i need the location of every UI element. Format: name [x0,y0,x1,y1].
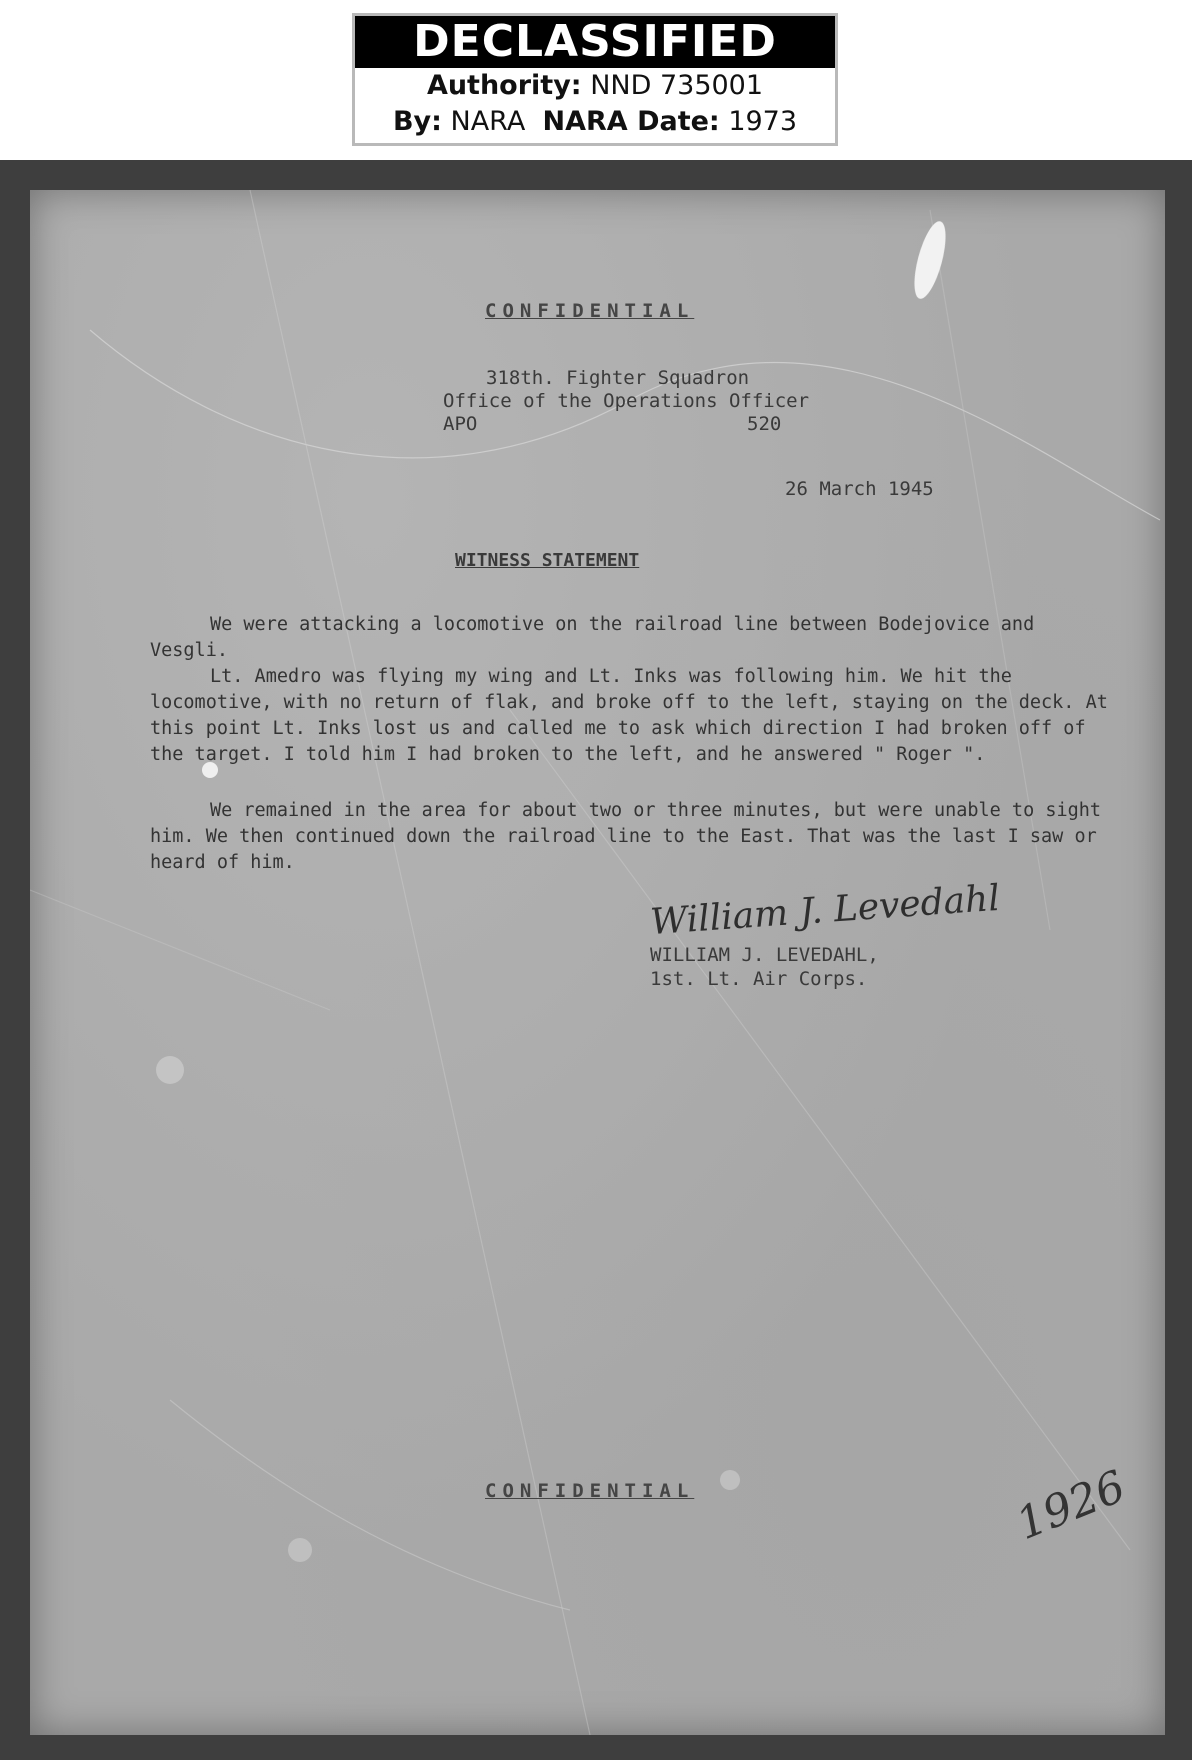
stamp-by-line [355,104,835,140]
classification-top: CONFIDENTIAL [485,300,695,322]
scan-scratches [30,190,1165,1735]
apo-label: APO [443,413,478,435]
declassified-stamp [352,13,838,146]
handwritten-signature: William J. Levedahl [648,877,1002,944]
stamp-authority-label: Authority: [426,70,582,101]
stamp-authority-line [355,68,835,104]
stamp-date-value: 1973 [728,106,798,137]
stamp-by-value: NARA [450,106,526,137]
document-date: 26 March 1945 [785,478,934,500]
signature-rank: 1st. Lt. Air Corps. [650,968,868,990]
statement-paragraph-1: We were attacking a locomotive on the railroad line between Bodejovice and Vesgli. [150,614,1035,661]
handwritten-page-number: 1926 [1009,1460,1133,1551]
apo-number: 520 [747,413,782,435]
document-heading: WITNESS STATEMENT [455,550,640,571]
office-name: Office of the Operations Officer [443,390,810,412]
scanned-page-frame [0,160,1192,1760]
statement-paragraph-3: We remained in the area for about two or three minutes, but were unable to sight him. We then continued down the railroad line to the East. That was the last I saw or heard of him. [150,800,1102,873]
signature-name: WILLIAM J. LEVEDAHL, [650,944,879,966]
unit-name: 318th. Fighter Squadron [486,367,750,389]
stamp-date-label: NARA Date: [542,106,720,137]
statement-paragraph-2: Lt. Amedro was flying my wing and Lt. Inks was following him. We hit the locomotive, with no return of flak, and broke off to the left, staying on the deck. At this point Lt. Inks lost us and called me to ask which direction I had broken off of the target. I told him I had broken to the left, and he answered " Roger ". [150,666,1108,765]
stamp-authority-value: NND 735001 [590,70,764,101]
document-page [30,190,1165,1735]
classification-bottom: CONFIDENTIAL [485,1480,695,1502]
stamp-by-label: By: [392,106,442,137]
stamp-title: DECLASSIFIED [355,16,835,68]
